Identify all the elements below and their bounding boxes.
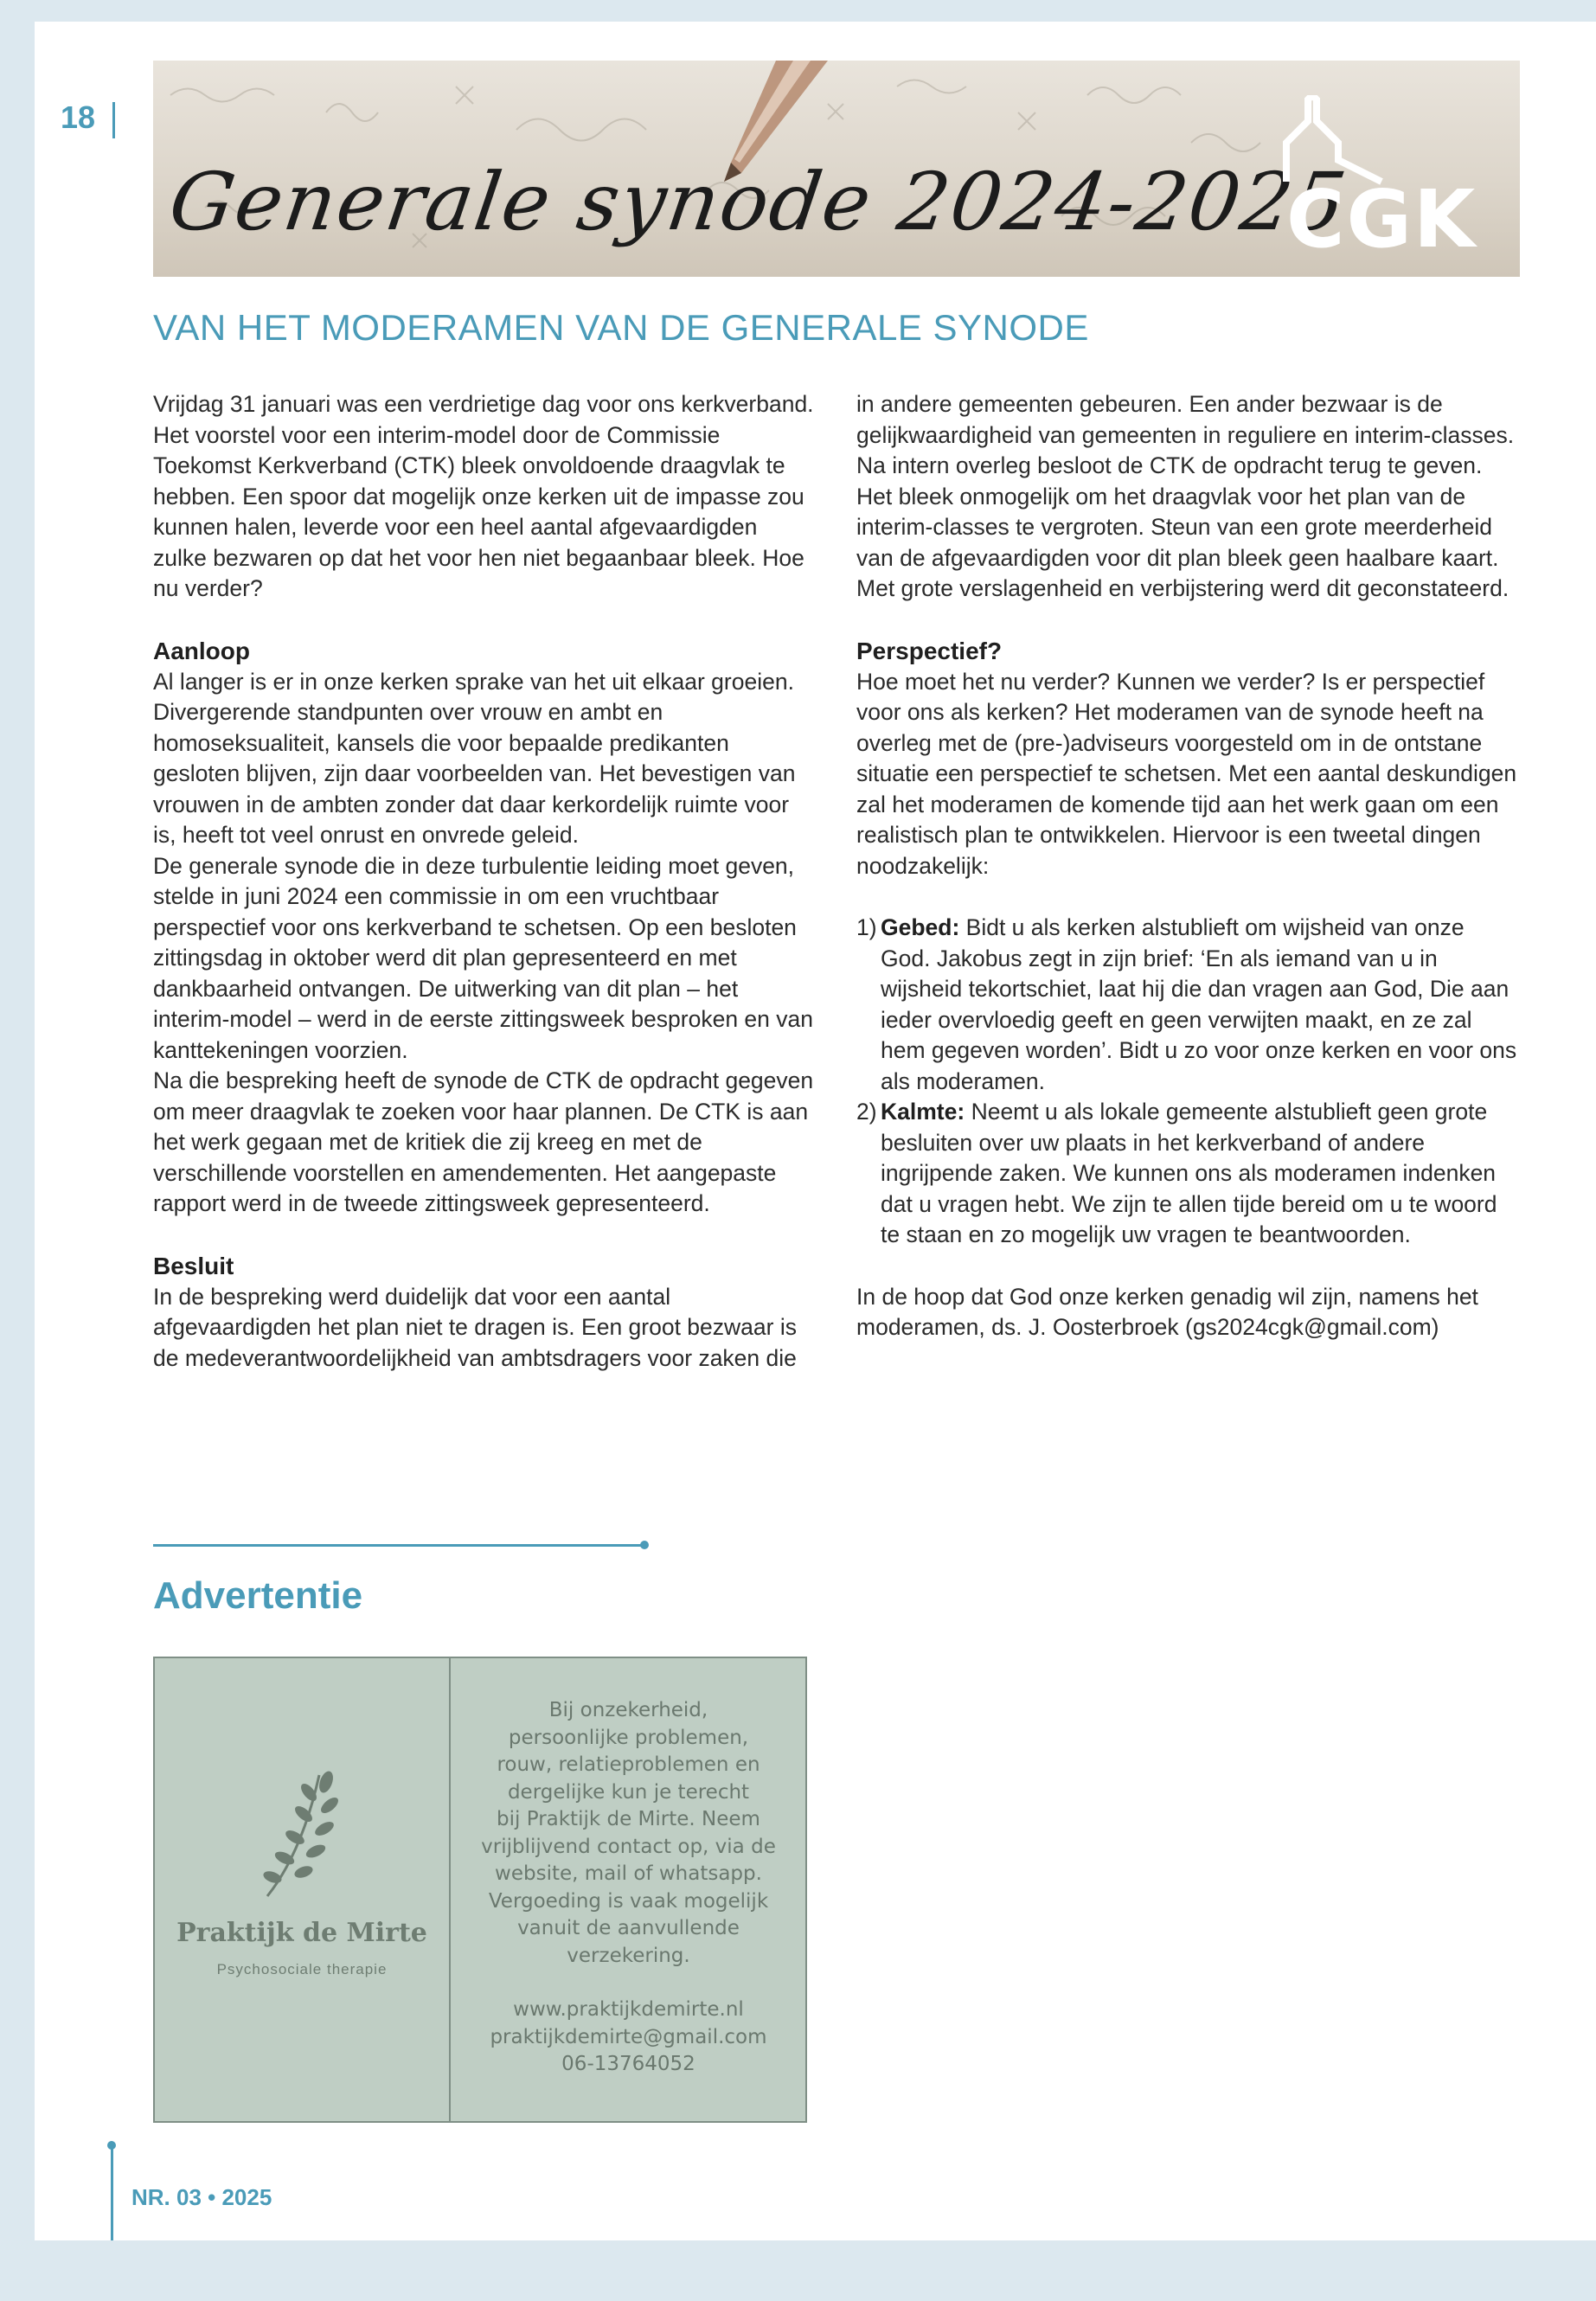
closing-paragraph: In de hoop dat God onze kerken genadig wil zijn, namens het moderamen, ds. J. Oosterbroek (gs2024cgk@gmail.com) <box>856 1283 1478 1340</box>
advert-line: verzekering. <box>567 1944 690 1967</box>
section-divider-dot <box>640 1541 649 1549</box>
cgk-logo <box>1260 95 1477 268</box>
magazine-page <box>35 22 1596 2240</box>
section-heading-besluit: Besluit <box>153 1252 234 1279</box>
paragraph: In de bespreking werd duidelijk dat voor een aantal afgevaardigden het plan niet te dragen is. Een groot bezwaar is de medeverantwoordelijkheid van ambtsdragers voor zaken die <box>153 1283 797 1371</box>
footer-divider <box>111 2145 113 2240</box>
advert-phone: 06-13764052 <box>561 2053 695 2075</box>
advert-email: praktijkdemirte@gmail.com <box>490 2025 767 2048</box>
page-number: 18 <box>61 99 96 135</box>
cgk-logo-text: CGK <box>1286 173 1477 266</box>
advert-line: persoonlijke problemen, <box>508 1726 749 1749</box>
advert-heading: Advertentie <box>153 1574 363 1617</box>
advert-line: vrijblijvend contact op, via de <box>481 1835 776 1858</box>
intro-paragraph: Vrijdag 31 januari was een verdrietige dag voor ons kerkverband. Het voorstel voor een interim-model door de Commissie Toekomst Kerkverband (CTK) bleek onvoldoende draagvlak te hebben. Een spoor dat mogelijk onze kerken uit de impasse zou kunnen halen, leverde voor een heel aantal afgevaardigden zulke bezwaren op dat het voor hen niet begaanbaar bleek. Hoe nu verder? <box>153 391 814 601</box>
advert-line: Vergoeding is vaak mogelijk <box>488 1889 769 1913</box>
article-heading: VAN HET MODERAMEN VAN DE GENERALE SYNODE <box>153 307 1089 348</box>
list-label: Kalmte: <box>881 1099 965 1125</box>
advert-box <box>153 1657 807 2123</box>
advert-line: vanuit de aanvullende <box>517 1917 740 1939</box>
issue-number: NR. 03 • 2025 <box>131 2184 272 2210</box>
advert-business-name: Praktijk de Mirte <box>176 1918 427 1948</box>
advert-business-subtitle: Psychosociale therapie <box>216 1961 388 1977</box>
list-label: Gebed: <box>881 914 960 940</box>
advert-line: rouw, relatieproblemen en <box>497 1753 760 1776</box>
header-banner <box>153 61 1520 277</box>
advert-logo <box>155 1658 449 2121</box>
paragraph: Na die bespreking heeft de synode de CTK de opdracht gegeven om meer draagvlak te zoeken voor haar plannen. De CTK is aan het werk gegaan met de kritiek die zij kreeg en met de verschillende voorstellen en amendementen. Het aangepaste rapport werd in de tweede zittingsweek gepresenteerd. <box>153 1067 814 1216</box>
paragraph: De generale synode die in deze turbulentie leiding moet geven, stelde in juni 2024 een commissie in om een vruchtbaar perspectief voor ons kerkverband te schetsen. Op een besloten zittingsdag in oktober werd dit plan gepresenteerd en met dankbaarheid ontvangen. De uitwerking van dit plan – het interim-model – werd in de eerste zittingsweek besproken en van kanttekeningen voorzien. <box>153 852 814 1063</box>
advert-line: website, mail of whatsapp. <box>495 1862 762 1885</box>
leaf-branch-icon <box>241 1766 362 1905</box>
section-divider <box>153 1544 644 1547</box>
list-number: 2) <box>856 1099 877 1125</box>
advert-text <box>453 1697 804 2079</box>
banner-title: Generale synode 2024-2025 <box>163 156 1353 248</box>
list-item <box>856 913 1518 1097</box>
list-item <box>856 1097 1518 1251</box>
advert-divider <box>449 1658 451 2121</box>
paragraph: Hoe moet het nu verder? Kunnen we verder? Is er perspectief voor ons als kerken? Het moderamen van de synode heeft na overleg met de (pre-)adviseurs voorgesteld om in de ontstane situatie een perspectief te schetsen. Met een aantal deskundigen zal het moderamen de komende tijd aan het werk gaan om een realistisch plan te ontwikkelen. Hiervoor is een tweetal dingen noodzakelijk: <box>856 668 1517 879</box>
article-right-column <box>856 389 1518 1343</box>
advert-website: www.praktijkdemirte.nl <box>513 1998 744 2021</box>
advert-line: bij Praktijk de Mirte. Neem <box>497 1808 760 1830</box>
paragraph: Al langer is er in onze kerken sprake van het uit elkaar groeien. Divergerende standpunten over vrouw en ambt en homoseksualiteit, kansels die voor bepaalde predikanten gesloten blijven, zijn daar voorbeelden van. Het bevestigen van vrouwen in de ambten zonder dat daar kerkordelijk ruimte voor is, heeft tot veel onrust en onvrede geleid. <box>153 668 796 848</box>
list-number: 1) <box>856 914 877 940</box>
advert-line: Bij onzekerheid, <box>548 1699 708 1721</box>
list-text: Bidt u als kerken alstublieft om wijsheid van onze God. Jakobus zegt in zijn brief: ‘En als iemand van u in wijsheid tekortschiet, laat hij die dan vragen aan God, Die aan ieder overvloedig geeft en geen verwijten maakt, en ze zal hem gegeven worden’. Bidt u zo voor onze kerken en voor ons als moderamen. <box>881 914 1517 1094</box>
list-text: Neemt u als lokale gemeente alstublieft geen grote besluiten over uw plaats in het kerkverband of andere ingrijpende zaken. We kunnen ons als moderamen indenken dat u vragen hebt. We zijn te allen tijde bereid om u te woord te staan en zo mogelijk uw vragen te beantwoorden. <box>881 1099 1497 1247</box>
article-left-column <box>153 389 815 1374</box>
section-heading-perspectief: Perspectief? <box>856 637 1003 664</box>
advert-line: dergelijke kun je terecht <box>507 1780 750 1804</box>
paragraph: in andere gemeenten gebeuren. Een ander bezwaar is de gelijkwaardigheid van gemeenten in reguliere en interim-classes. Na intern overleg besloot de CTK de opdracht terug te geven. Het bleek onmogelijk om het draagvlak voor het plan van de interim-classes te vergroten. Steun van een grote meerderheid van de afgevaardigden voor dit plan bleek geen haalbare kaart. Met grote verslagenheid en verbijstering werd dit geconstateerd. <box>856 391 1515 601</box>
page-number-divider <box>112 102 115 138</box>
section-heading-aanloop: Aanloop <box>153 637 250 664</box>
